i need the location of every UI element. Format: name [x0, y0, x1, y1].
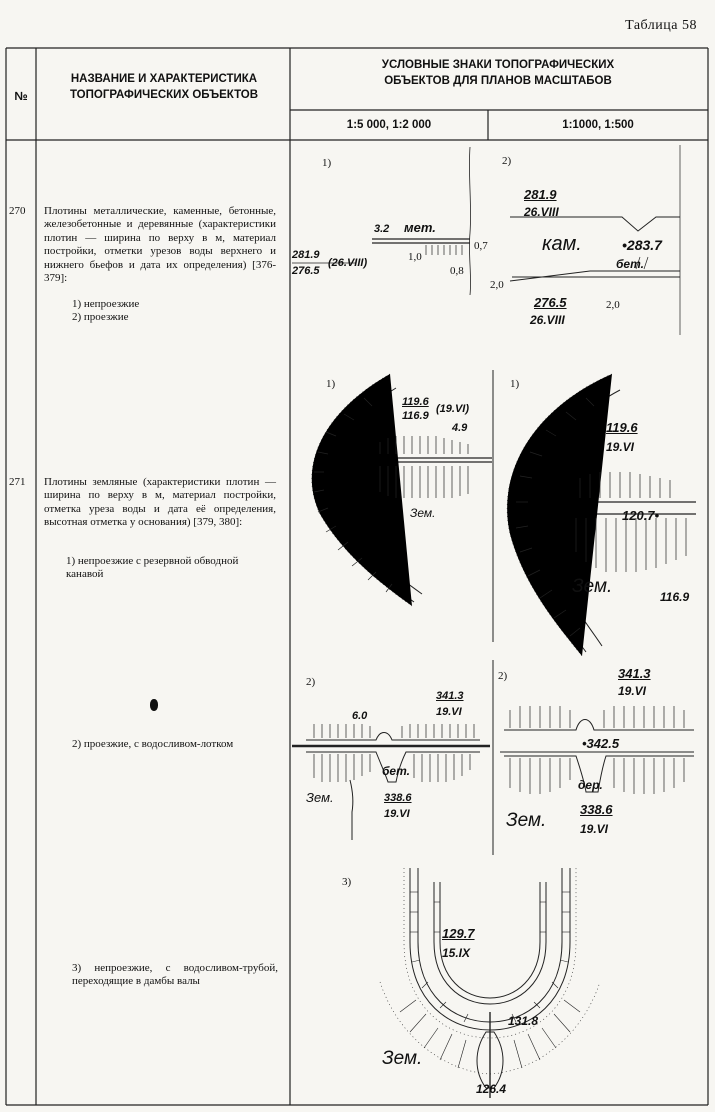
- label-soil: Зем.: [572, 576, 613, 597]
- label-lower-date: 26.VIII: [530, 313, 565, 327]
- label-lower-date: 19.VI: [580, 822, 609, 836]
- label-dim-2: 0,7: [474, 240, 488, 252]
- ink-blot: [150, 699, 158, 711]
- label-soil: Зем.: [410, 506, 436, 520]
- label-number: 1): [322, 157, 332, 169]
- label-lower-elev: 276.5: [292, 265, 320, 277]
- label-number: 1): [510, 378, 520, 390]
- label-crest-elev: •342.5: [582, 736, 620, 751]
- label-upper-elev: 281.9: [524, 187, 557, 202]
- label-upper-elev: 341.3: [618, 666, 651, 681]
- earth-dam-bypass-large: [496, 372, 704, 656]
- label-upper-date: 26.VIII: [524, 205, 559, 219]
- label-number: 1): [326, 378, 336, 390]
- table-number: Таблица 58: [625, 18, 697, 33]
- label-lower-date: 19.VI: [384, 808, 410, 820]
- row-270-item-1: 1) непроезжие: [72, 298, 140, 310]
- row-271-description: Плотины земляные (характеристики плотин — ширина по верху в м, материал постройки, отметка уреза воды и дата её определения, высотная отметка у основания) [379, 380]:: [44, 476, 276, 529]
- label-base-elev: 116.9: [660, 590, 690, 604]
- label-number: 2): [306, 676, 316, 688]
- label-upper-date: 19.VI: [618, 684, 647, 698]
- label-soil: Зем.: [382, 1048, 423, 1069]
- label-material: дер.: [578, 778, 603, 792]
- label-dim-2: 2,0: [606, 299, 620, 311]
- symbol-270-1: [292, 145, 486, 295]
- header-signs-column: УСЛОВНЫЕ ЗНАКИ ТОПОГРАФИЧЕСКИХ ОБЪЕКТОВ ДЛЯ ПЛАНОВ МАСШТАБОВ: [381, 59, 615, 87]
- label-dim-3: 0,8: [450, 265, 464, 277]
- symbol-271-2-small: [292, 672, 490, 840]
- label-width: 6.0: [352, 710, 368, 722]
- label-dim-1: 2,0: [490, 279, 504, 291]
- row-number-271: 271: [9, 476, 26, 488]
- label-number: 3): [342, 876, 352, 888]
- header-scale-small: 1:5 000, 1:2 000: [346, 119, 432, 131]
- symbol-271-1-large: [496, 372, 704, 656]
- label-lower-elev: 338.6: [580, 802, 613, 817]
- label-upper-elev: 119.6: [402, 396, 429, 408]
- header-scale-large: 1:1000, 1:500: [562, 119, 634, 131]
- label-material: мет.: [404, 220, 436, 235]
- label-upper-elev: 129.7: [442, 926, 475, 941]
- header-name-column: НАЗВАНИЕ И ХАРАКТЕРИСТИКА ТОПОГРАФИЧЕСКИХ ОБЪЕКТОВ: [69, 73, 259, 101]
- label-date: (19.VI): [436, 403, 470, 415]
- label-material-stone: кам.: [542, 233, 582, 255]
- label-lower-elev: 116.9: [402, 410, 429, 422]
- label-lower-elev: 338.6: [384, 792, 412, 804]
- label-width: 4.9: [452, 422, 468, 434]
- dam-passable-drawing: [490, 145, 706, 335]
- label-soil: Зем.: [506, 810, 547, 831]
- row-271-item-1: 1) непроезжие с резервной обводной канавой: [66, 555, 239, 581]
- label-upper-elev: 119.6: [606, 420, 638, 435]
- label-crest-elev: •283.7: [622, 237, 662, 253]
- row-271-item-3: 3) непроезжие, с водосливом-трубой, переходящие в дамбы валы: [72, 962, 278, 988]
- label-soil: Зем.: [306, 790, 334, 805]
- label-upper-date: 19.VI: [436, 706, 462, 718]
- symbol-270-2: [490, 145, 706, 335]
- symbol-271-3: [340, 862, 612, 1100]
- header-number: №: [14, 89, 28, 103]
- symbol-271-2-large: [494, 662, 706, 852]
- label-material: бет.: [382, 764, 410, 778]
- label-date: 19.VI: [606, 440, 635, 454]
- row-number-270: 270: [9, 205, 26, 217]
- label-dim-1: 1,0: [408, 251, 422, 263]
- label-date: (26.VIII): [328, 257, 368, 269]
- label-lower-elev: 276.5: [534, 295, 567, 310]
- symbol-271-1-small: [296, 372, 492, 607]
- row-270-item-2: 2) проезжие: [72, 311, 129, 323]
- label-number: 2): [502, 155, 512, 167]
- label-upper-elev: 341.3: [436, 690, 464, 702]
- label-date: 15.IX: [442, 946, 471, 960]
- label-crest-elev: 120.7•: [622, 508, 660, 523]
- label-crest-elev: 131.8: [508, 1014, 539, 1028]
- label-width: 3.2: [374, 223, 390, 235]
- label-material-concrete: бет.: [616, 257, 644, 271]
- row-270-description: Плотины металлические, каменные, бетонные, железобетонные и деревянные (характеристики плотин — ширина по верху в м, материал постройки, отметки урезов воды верхнего и нижнего бьефов и дата их определения) [376-379]:: [44, 205, 276, 285]
- label-upper-elev: 281.9: [292, 249, 320, 261]
- label-number: 2): [498, 670, 508, 682]
- row-271-item-2: 2) проезжие, с водосливом-лотком: [72, 738, 234, 750]
- earth-dam-pipe-spillway: [340, 862, 612, 1100]
- label-base-elev: 126.4: [476, 1082, 507, 1096]
